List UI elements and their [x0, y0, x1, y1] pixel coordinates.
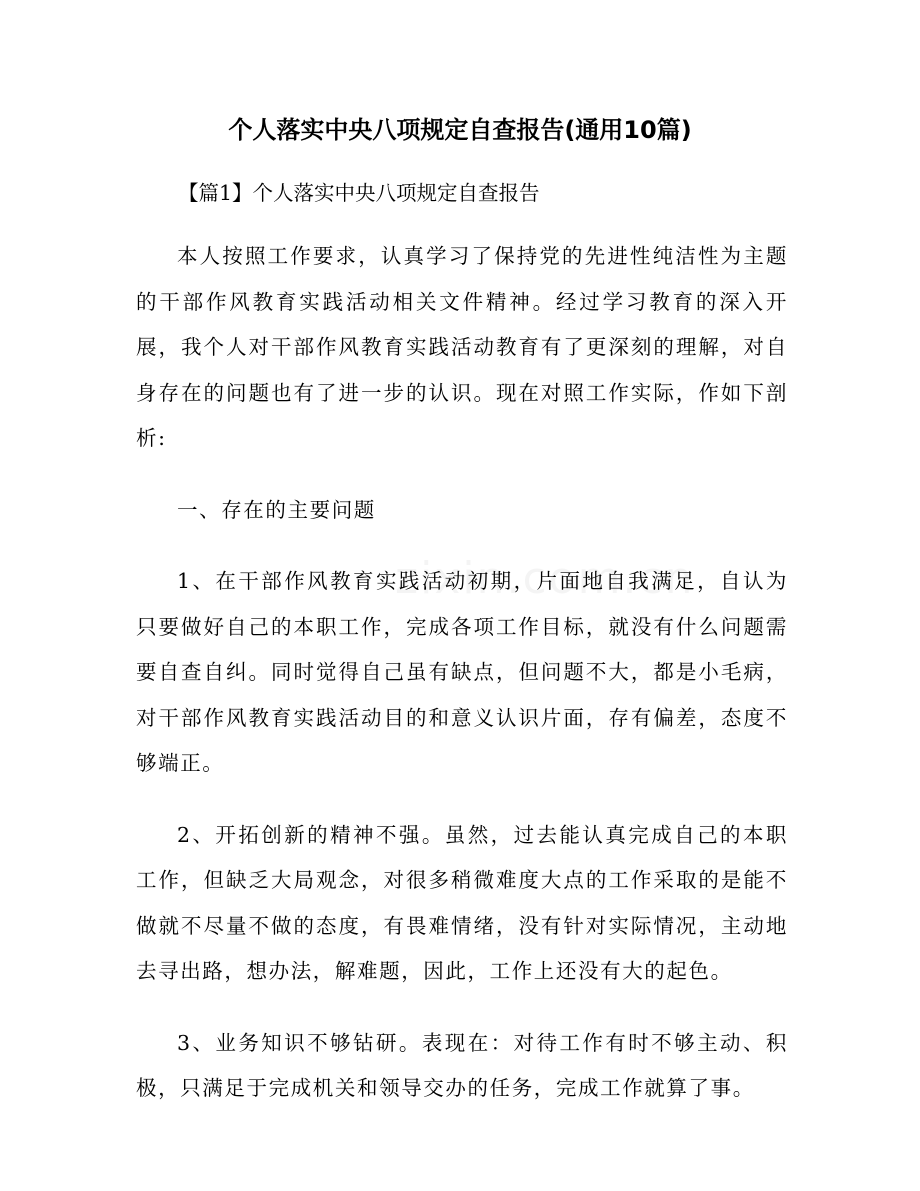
paragraph-item-3: 3、业务知识不够钻研。表现在：对待工作有时不够主动、积极，只满足于完成机关和领导交办的任务，完成工作就算了事。: [136, 1030, 788, 1100]
paragraph-item-2: 2、开拓创新的精神不强。虽然，过去能认真完成自己的本职工作，但缺乏大局观念，对很多稍微难度大点的工作采取的是能不做就不尽量不做的态度，有畏难情绪，没有针对实际情况，主动地去寻出路，想办法，解难题，因此，工作上还没有大的起色。: [136, 822, 788, 983]
paragraph-heading-problems: 一、存在的主要问题: [177, 497, 376, 522]
section-heading: 【篇1】个人落实中央八项规定自查报告: [178, 181, 540, 205]
document-body: [136, 234, 788, 1138]
paragraph-item-1: 1、在干部作风教育实践活动初期，片面地自我满足，自认为只要做好自己的本职工作，完成各项工作目标，就没有什么问题需要自查自纠。同时觉得自己虽有缺点，但问题不大，都是小毛病，对干部作风教育实践活动目的和意义认识片面，存有偏差，态度不够端正。: [136, 569, 788, 775]
paragraph-intro: 本人按照工作要求，认真学习了保持党的先进性纯洁性为主题的干部作风教育实践活动相关文件精神。经过学习教育的深入开展，我个人对干部作风教育实践活动教育有了更深刻的理解，对自身存在的问题也有了进一步的认识。现在对照工作实际，作如下剖析:: [136, 244, 788, 450]
document-title: 个人落实中央八项规定自查报告(通用10篇): [228, 116, 692, 144]
